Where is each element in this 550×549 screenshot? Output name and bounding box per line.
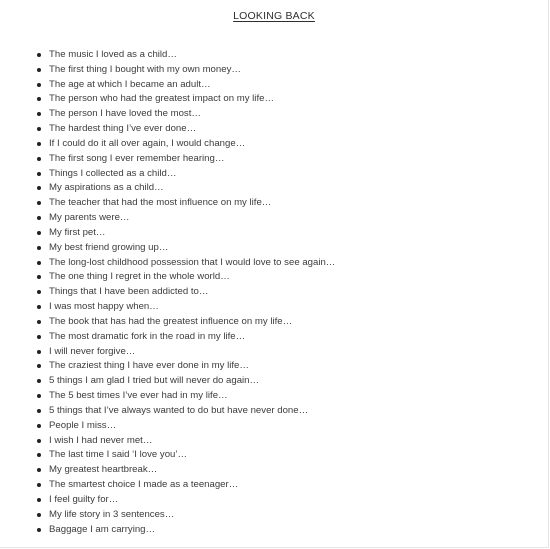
list-item: The music I loved as a child… bbox=[49, 48, 335, 63]
list-item: The one thing I regret in the whole world… bbox=[49, 270, 335, 285]
list-item: The hardest thing I’ve ever done… bbox=[49, 122, 335, 137]
list-item: The most dramatic fork in the road in my life… bbox=[49, 330, 335, 345]
list-item: Things I collected as a child… bbox=[49, 167, 335, 182]
list-item: My greatest heartbreak… bbox=[49, 463, 335, 478]
list-item: My best friend growing up… bbox=[49, 241, 335, 256]
list-item: People I miss… bbox=[49, 419, 335, 434]
list-item: The 5 best times I’ve ever had in my life… bbox=[49, 389, 335, 404]
list-item: I will never forgive… bbox=[49, 345, 335, 360]
list-item: The first song I ever remember hearing… bbox=[49, 152, 335, 167]
list-item: 5 things I am glad I tried but will never do again… bbox=[49, 374, 335, 389]
list-item: 5 things that I’ve always wanted to do but have never done… bbox=[49, 404, 335, 419]
list-item: The age at which I became an adult… bbox=[49, 78, 335, 93]
list-item: The long-lost childhood possession that I would love to see again… bbox=[49, 256, 335, 271]
list-item: I feel guilty for… bbox=[49, 493, 335, 508]
list-item: My life story in 3 sentences… bbox=[49, 508, 335, 523]
page-title: LOOKING BACK bbox=[233, 10, 315, 22]
list-item: The teacher that had the most influence on my life… bbox=[49, 196, 335, 211]
list-item: I was most happy when… bbox=[49, 300, 335, 315]
list-item: I wish I had never met… bbox=[49, 434, 335, 449]
list-item: My aspirations as a child… bbox=[49, 181, 335, 196]
list-item: The smartest choice I made as a teenager… bbox=[49, 478, 335, 493]
list-item: My first pet… bbox=[49, 226, 335, 241]
list-item: My parents were… bbox=[49, 211, 335, 226]
list-item: The craziest thing I have ever done in my life… bbox=[49, 359, 335, 374]
list-item: The person who had the greatest impact on my life… bbox=[49, 92, 335, 107]
list-item: The last time I said ‘I love you’… bbox=[49, 448, 335, 463]
list-item: Baggage I am carrying… bbox=[49, 523, 335, 538]
list-item: The person I have loved the most… bbox=[49, 107, 335, 122]
list-item: Things that I have been addicted to… bbox=[49, 285, 335, 300]
prompt-list bbox=[36, 48, 335, 537]
list-item: The first thing I bought with my own money… bbox=[49, 63, 335, 78]
list-item: The book that has had the greatest influence on my life… bbox=[49, 315, 335, 330]
list-item: If I could do it all over again, I would change… bbox=[49, 137, 335, 152]
